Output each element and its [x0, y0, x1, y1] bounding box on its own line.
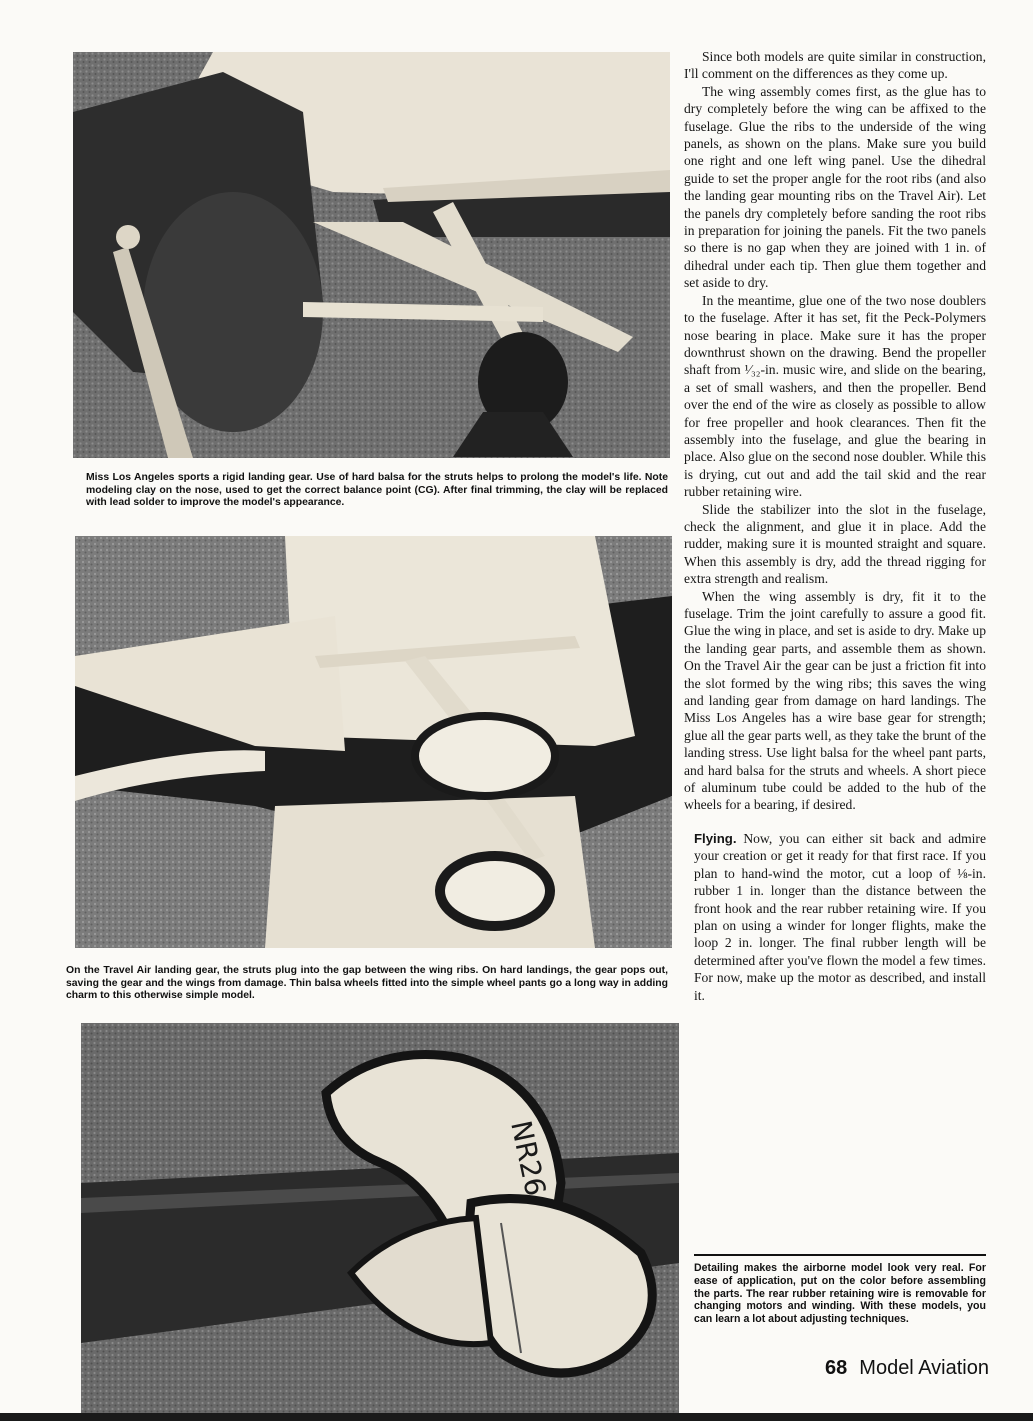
- tail-registration-text: NR26: [504, 1117, 553, 1199]
- page-folio: [825, 1357, 989, 1380]
- flying-heading: Flying.: [694, 830, 737, 846]
- paragraph-nose-doublers: In the meantime, glue one of the two nose doublers to the fuselage. After it has set, fit the Peck-Polymers nose bearing in place. Make sure it has the proper downthrust shown on the drawing. Bend the propeller shaft from ¹⁄₃₂-in. music wire, and slide on the bearing, a set of small washers, and then the propeller. Bend over the end of the wire as closely as possible to allow for free propeller and hook clearances. Then fit the assembly into the fuselage, and glue the bearing in place. Also glue on the second nose doubler. While this is drying, cut out and add the tail skid and the rear rubber retaining wire.: [684, 292, 986, 500]
- photo-3-caption: Detailing makes the airborne model look very real. For ease of application, put on the color before assembling the parts. The rear rubber retaining wire is removable for changing motors and winding. With these models, you can learn a lot about adjusting techniques.: [694, 1254, 986, 1326]
- paragraph-intro: Since both models are quite similar in construction, I'll comment on the differences as they come up.: [684, 49, 986, 82]
- magazine-title: Model Aviation: [859, 1357, 989, 1379]
- photo-1-illustration: [73, 52, 670, 458]
- paragraph-stabilizer: Slide the stabilizer into the slot in the fuselage, check the alignment, and glue it in place. Add the rudder, making sure it is mounted straight and square. When this assembly is dry, add the thread rigging for extra strength and realism.: [684, 501, 986, 587]
- photo-tail-detailing: [81, 1023, 679, 1413]
- scan-bottom-edge: [0, 1413, 1033, 1421]
- photo-travel-air-gear: [75, 536, 672, 948]
- photo-2-illustration: [75, 536, 672, 948]
- photo-3-illustration: [81, 1023, 679, 1413]
- photo-1-caption: Miss Los Angeles sports a rigid landing gear. Use of hard balsa for the struts helps to prolong the model's life. Note modeling clay on the nose, used to get the correct balance point (CG). After final trimming, the clay will be replaced with lead solder to improve the model's appearance.: [86, 472, 668, 509]
- page-number: 68: [825, 1357, 848, 1379]
- paragraph-wing-assembly: The wing assembly comes first, as the glue has to dry completely before the wing can be affixed to the fuselage. Glue the ribs to the underside of the wing panels, as shown on the plans. Make sure you build one right and one left wing panel. Use the dihedral guide to set the proper angle for the root ribs (and also the landing gear mounting ribs on the Travel Air). Let the panels dry completely before sanding the root ribs in preparation for joining the panels. Fit the two panels so there is no gap when they are joined with 1 in. of dihedral under each tip. Then glue them together and set aside to dry.: [684, 83, 986, 291]
- flying-text: Now, you can either sit back and admire your creation or get it ready for that first race. If you plan to hand-wind the motor, cut a loop of ⅛-in. rubber 1 in. longer than the distance between the front hook and the rear rubber retaining wire. If you plan on using a winder for longer flights, make the loop 2 in. longer. The final rubber length will be determined after you've flown the model a few times. For now, make up the motor as described, and install it.: [694, 830, 986, 1003]
- photo-miss-los-angeles-gear: [73, 52, 670, 458]
- paragraph-flying: [684, 830, 986, 1004]
- photo-2-caption: On the Travel Air landing gear, the struts plug into the gap between the wing ribs. On hard landings, the gear pops out, saving the gear and the wings from damage. Thin balsa wheels fitted into the simple wheel pants go a long way in adding charm to this otherwise simple model.: [66, 965, 668, 1002]
- paragraph-landing-gear: When the wing assembly is dry, fit it to the fuselage. Trim the joint carefully to assure a good fit. Glue the wing in place, and set is aside to dry. Make up the landing gear parts, and assemble them as shown. On the Travel Air the gear can be just a friction fit into the slot formed by the wing ribs; this saves the wing and landing gear from damage on hard landings. The Miss Los Angeles has a wire base gear for strength; glue all the gear parts well, as they take the brunt of the landing stress. Use light balsa for the wheel pant parts, and hard balsa for the struts and wheels. A short piece of aluminum tube could be added to the hub of the wheels for a bearing, if desired.: [684, 588, 986, 813]
- article-column: [684, 48, 986, 1004]
